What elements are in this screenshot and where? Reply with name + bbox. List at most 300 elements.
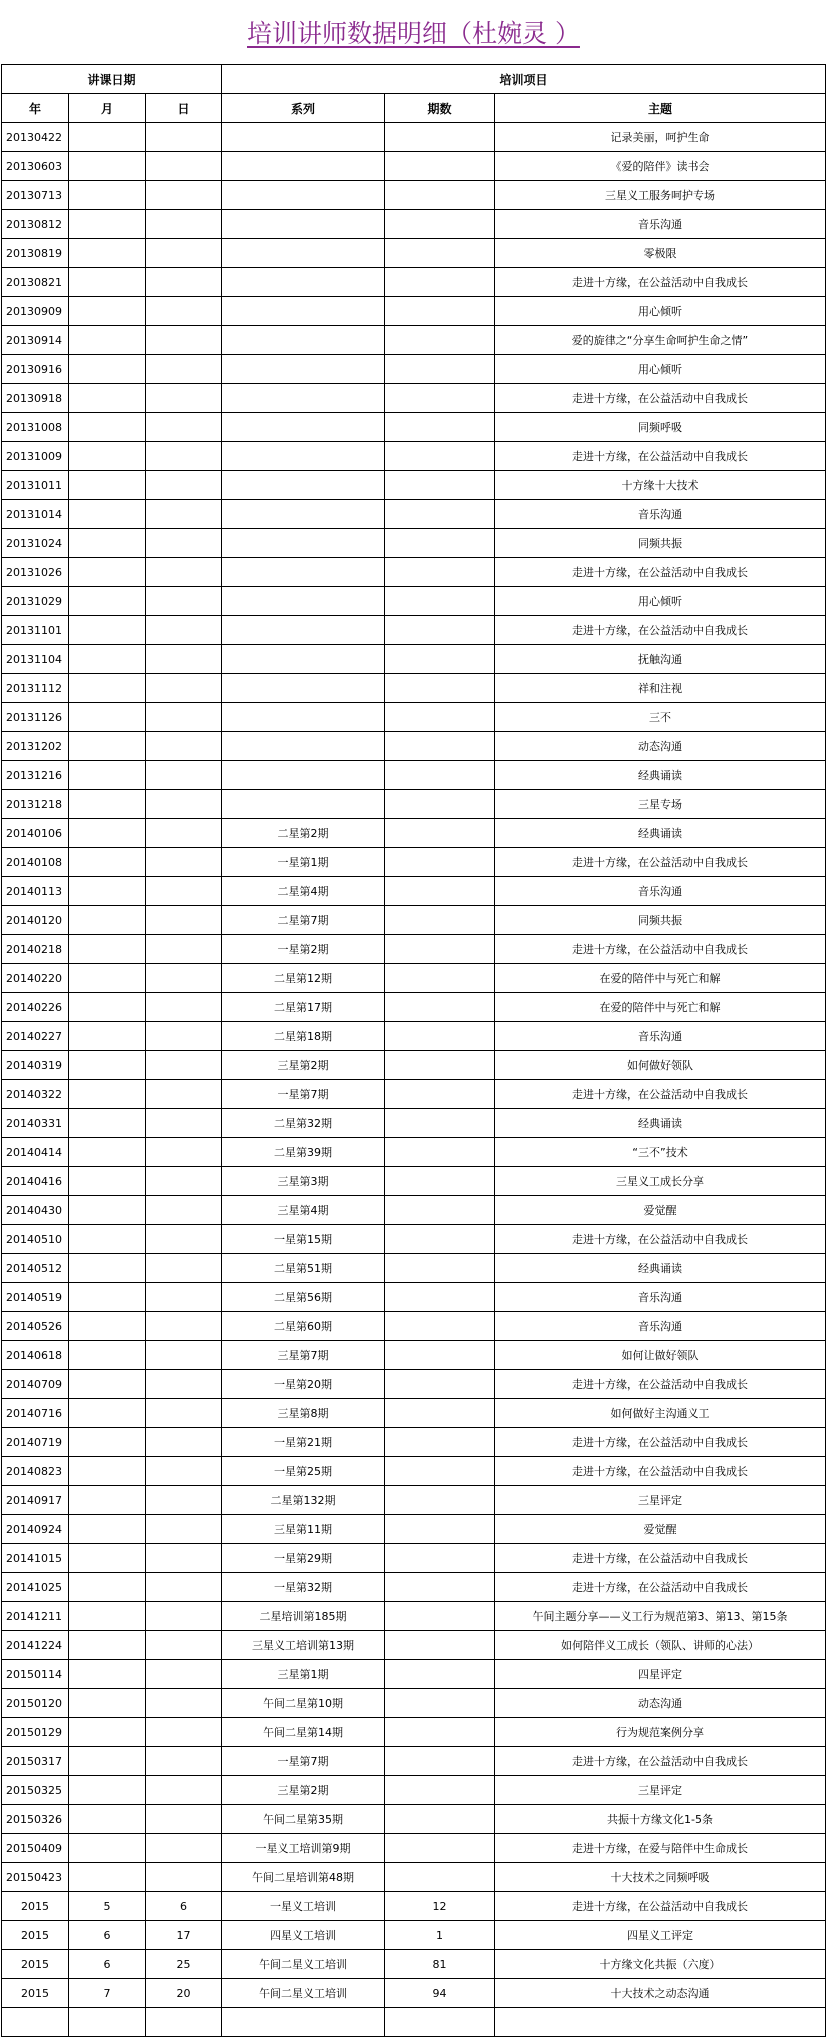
cell-month (69, 529, 146, 558)
cell-series (222, 587, 385, 616)
cell-session (385, 1602, 495, 1631)
cell-session (385, 1370, 495, 1399)
cell-year: 2015 (2, 1921, 69, 1950)
cell-series (222, 326, 385, 355)
cell-series: 三星第2期 (222, 1776, 385, 1805)
cell-year: 20150120 (2, 1689, 69, 1718)
cell-series: 二星第32期 (222, 1109, 385, 1138)
cell-day (146, 355, 222, 384)
cell-series: 午间二星第14期 (222, 1718, 385, 1747)
cell-topic: 音乐沟通 (495, 1283, 826, 1312)
cell-year: 20140512 (2, 1254, 69, 1283)
cell-year: 20150326 (2, 1805, 69, 1834)
table-row (2, 1863, 826, 1892)
table-row (2, 1486, 826, 1515)
cell-day: 25 (146, 1950, 222, 1979)
table-row (2, 558, 826, 587)
cell-year: 20130914 (2, 326, 69, 355)
cell-session (385, 993, 495, 1022)
cell-series: 一星第32期 (222, 1573, 385, 1602)
cell-year: 20140319 (2, 1051, 69, 1080)
cell-session (385, 1080, 495, 1109)
cell-session (385, 761, 495, 790)
cell-day (146, 471, 222, 500)
cell-day (146, 674, 222, 703)
cell-month (69, 152, 146, 181)
cell-day (146, 1428, 222, 1457)
cell-series (222, 471, 385, 500)
cell-session (385, 1631, 495, 1660)
cell-session (385, 500, 495, 529)
cell-day (146, 268, 222, 297)
cell-year: 20150409 (2, 1834, 69, 1863)
cell-series (222, 558, 385, 587)
cell-session (385, 1428, 495, 1457)
table-row (2, 1776, 826, 1805)
table-row (2, 616, 826, 645)
cell-day (146, 1863, 222, 1892)
cell-series: 一星第25期 (222, 1457, 385, 1486)
cell-topic: 经典诵读 (495, 1109, 826, 1138)
cell-year: 20130916 (2, 355, 69, 384)
table-row (2, 529, 826, 558)
cell-topic: 走进十方缘，在公益活动中自我成长 (495, 384, 826, 413)
cell-session (385, 645, 495, 674)
cell-day (146, 1196, 222, 1225)
cell-session: 1 (385, 1921, 495, 1950)
table-row (2, 1544, 826, 1573)
table-row (2, 326, 826, 355)
cell-topic: 动态沟通 (495, 1689, 826, 1718)
cell-year: 20140414 (2, 1138, 69, 1167)
cell-month (69, 1370, 146, 1399)
cell-year: 20131024 (2, 529, 69, 558)
table-row (2, 1283, 826, 1312)
cell-year: 20150317 (2, 1747, 69, 1776)
col-series: 系列 (222, 94, 385, 123)
cell-day (146, 558, 222, 587)
cell-day (146, 732, 222, 761)
cell-topic: 四星评定 (495, 1660, 826, 1689)
table-row (2, 645, 826, 674)
cell-year: 20140113 (2, 877, 69, 906)
cell-month (69, 123, 146, 152)
cell-series: 一星第15期 (222, 1225, 385, 1254)
table-row (2, 1109, 826, 1138)
cell-session (385, 297, 495, 326)
cell-series: 一星第7期 (222, 1747, 385, 1776)
cell-year: 20131112 (2, 674, 69, 703)
cell-topic: 经典诵读 (495, 819, 826, 848)
cell-month (69, 471, 146, 500)
cell-series (222, 732, 385, 761)
cell-year: 20130603 (2, 152, 69, 181)
cell-year: 20131014 (2, 500, 69, 529)
cell-topic: 爱觉醒 (495, 1515, 826, 1544)
cell-topic: 音乐沟通 (495, 877, 826, 906)
cell-topic: 四星义工评定 (495, 1921, 826, 1950)
cell-month (69, 1254, 146, 1283)
table-row (2, 906, 826, 935)
cell-year: 20140416 (2, 1167, 69, 1196)
cell-session (385, 1457, 495, 1486)
cell-day (146, 1109, 222, 1138)
cell-day (146, 1602, 222, 1631)
cell-day (146, 442, 222, 471)
cell-year: 20140519 (2, 1283, 69, 1312)
cell-day (146, 587, 222, 616)
cell-series: 一星第7期 (222, 1080, 385, 1109)
cell-series (222, 210, 385, 239)
cell-day (146, 964, 222, 993)
cell-day (146, 1718, 222, 1747)
cell-series: 午间二星义工培训 (222, 1979, 385, 2008)
cell-day (146, 1080, 222, 1109)
cell-day (146, 1457, 222, 1486)
cell-month (69, 1776, 146, 1805)
cell-topic: “三不”技术 (495, 1138, 826, 1167)
table-row (2, 1370, 826, 1399)
cell-series: 一星第29期 (222, 1544, 385, 1573)
table-row (2, 935, 826, 964)
cell-series (222, 674, 385, 703)
cell-session (385, 1283, 495, 1312)
cell-year: 20140220 (2, 964, 69, 993)
cell-day (146, 239, 222, 268)
table-row (2, 1022, 826, 1051)
cell-topic: 走进十方缘，在公益活动中自我成长 (495, 1573, 826, 1602)
cell-day (146, 1776, 222, 1805)
cell-topic: 走进十方缘，在公益活动中自我成长 (495, 442, 826, 471)
cell-series: 二星第4期 (222, 877, 385, 906)
cell-session (385, 877, 495, 906)
cell-month (69, 1486, 146, 1515)
cell-month: 7 (69, 1979, 146, 2008)
cell-topic: 动态沟通 (495, 732, 826, 761)
table-row (2, 1254, 826, 1283)
cell-year: 20131101 (2, 616, 69, 645)
cell-day (146, 181, 222, 210)
cell-month (69, 819, 146, 848)
table-row (2, 1689, 826, 1718)
cell-session (385, 1196, 495, 1225)
cell-session (385, 355, 495, 384)
cell-year: 20131011 (2, 471, 69, 500)
cell-year: 20140108 (2, 848, 69, 877)
cell-topic: 用心倾听 (495, 355, 826, 384)
cell-series (222, 239, 385, 268)
cell-session (385, 703, 495, 732)
cell-session (385, 587, 495, 616)
cell-day (146, 1341, 222, 1370)
cell-series: 四星义工培训 (222, 1921, 385, 1950)
cell-topic: 用心倾听 (495, 587, 826, 616)
cell-month (69, 1747, 146, 1776)
table-row (2, 355, 826, 384)
cell-series: 三星第1期 (222, 1660, 385, 1689)
cell-series (222, 442, 385, 471)
cell-series (222, 355, 385, 384)
cell-series: 三星第8期 (222, 1399, 385, 1428)
cell-year: 20131202 (2, 732, 69, 761)
cell-month (69, 645, 146, 674)
cell-day (146, 210, 222, 239)
cell-day (146, 1283, 222, 1312)
cell-day (146, 152, 222, 181)
cell-year: 20140716 (2, 1399, 69, 1428)
cell-day (146, 1689, 222, 1718)
cell-topic: 三星义工服务呵护专场 (495, 181, 826, 210)
cell-year: 2015 (2, 1979, 69, 2008)
cell-day (146, 1167, 222, 1196)
table-row (2, 993, 826, 1022)
cell-month (69, 1457, 146, 1486)
cell-series: 二星第2期 (222, 819, 385, 848)
cell-series: 一星第2期 (222, 935, 385, 964)
cell-topic: 音乐沟通 (495, 500, 826, 529)
cell-day: 17 (146, 1921, 222, 1950)
cell-year: 20141015 (2, 1544, 69, 1573)
cell-session (385, 964, 495, 993)
cell-year: 20131104 (2, 645, 69, 674)
cell-series: 一星第21期 (222, 1428, 385, 1457)
cell-session (385, 152, 495, 181)
cell-month (69, 1341, 146, 1370)
cell-topic: 《爱的陪伴》读书会 (495, 152, 826, 181)
cell-series: 午间二星义工培训 (222, 1950, 385, 1979)
cell-session (385, 674, 495, 703)
cell-day (146, 1544, 222, 1573)
cell-topic: 祥和注视 (495, 674, 826, 703)
cell-session (385, 239, 495, 268)
cell-topic: 记录美丽，呵护生命 (495, 123, 826, 152)
cell-series: 一星义工培训第9期 (222, 1834, 385, 1863)
cell-topic: 音乐沟通 (495, 1312, 826, 1341)
cell-session (385, 1399, 495, 1428)
cell-month (69, 558, 146, 587)
table-row (2, 848, 826, 877)
cell-series: 二星第17期 (222, 993, 385, 1022)
cell-year: 20140526 (2, 1312, 69, 1341)
table-row (2, 1892, 826, 1921)
table-row (2, 819, 826, 848)
cell-year: 20140430 (2, 1196, 69, 1225)
cell-month (69, 935, 146, 964)
table-row (2, 1602, 826, 1631)
col-year: 年 (2, 94, 69, 123)
cell-month (69, 384, 146, 413)
cell-day (146, 1834, 222, 1863)
cell-series (222, 152, 385, 181)
cell-topic: 行为规范案例分享 (495, 1718, 826, 1747)
cell-year: 20140618 (2, 1341, 69, 1370)
cell-month (69, 587, 146, 616)
cell-series: 一星义工培训 (222, 1892, 385, 1921)
table-row (2, 1515, 826, 1544)
table-row (2, 1167, 826, 1196)
cell-topic: 在爱的陪伴中与死亡和解 (495, 993, 826, 1022)
cell-topic: 爱的旋律之“分享生命呵护生命之情” (495, 326, 826, 355)
cell-day (146, 1486, 222, 1515)
cell-session (385, 1341, 495, 1370)
cell-day (146, 819, 222, 848)
cell-series: 二星第51期 (222, 1254, 385, 1283)
cell-month (69, 1834, 146, 1863)
table-row (2, 1921, 826, 1950)
cell-day (146, 1515, 222, 1544)
cell-year: 20130909 (2, 297, 69, 326)
cell-session (385, 1167, 495, 1196)
cell-topic: 三不 (495, 703, 826, 732)
cell-series: 二星第132期 (222, 1486, 385, 1515)
cell-month (69, 1225, 146, 1254)
cell-day (146, 1051, 222, 1080)
cell-year: 20131126 (2, 703, 69, 732)
cell-day (146, 413, 222, 442)
cell-series (222, 645, 385, 674)
cell-day (146, 500, 222, 529)
cell-session (385, 326, 495, 355)
cell-month (69, 1544, 146, 1573)
col-session: 期数 (385, 94, 495, 123)
cell-session (385, 471, 495, 500)
cell-month (69, 1109, 146, 1138)
table-row (2, 1051, 826, 1080)
cell-topic: 走进十方缘，在公益活动中自我成长 (495, 935, 826, 964)
cell-topic: 爱觉醒 (495, 1196, 826, 1225)
cell-series (222, 790, 385, 819)
table-row (2, 1950, 826, 1979)
cell-month (69, 181, 146, 210)
cell-session (385, 1515, 495, 1544)
cell-session (385, 935, 495, 964)
cell-day (146, 790, 222, 819)
cell-day (146, 1747, 222, 1776)
cell-series (222, 500, 385, 529)
cell-session (385, 123, 495, 152)
cell-day (146, 326, 222, 355)
cell-day (146, 529, 222, 558)
cell-month (69, 500, 146, 529)
table-row (2, 123, 826, 152)
table-row (2, 239, 826, 268)
cell-year: 20150325 (2, 1776, 69, 1805)
cell-day (146, 616, 222, 645)
table-row (2, 1660, 826, 1689)
table-row (2, 297, 826, 326)
cell-year: 20130812 (2, 210, 69, 239)
cell-series: 一星第1期 (222, 848, 385, 877)
table-row (2, 674, 826, 703)
cell-session (385, 848, 495, 877)
table-row (2, 1718, 826, 1747)
cell-session (385, 1573, 495, 1602)
cell-year: 20140917 (2, 1486, 69, 1515)
cell-month: 6 (69, 1950, 146, 1979)
cell-month (69, 210, 146, 239)
cell-series: 二星第18期 (222, 1022, 385, 1051)
cell-year: 20130422 (2, 123, 69, 152)
cell-year: 20140924 (2, 1515, 69, 1544)
cell-year: 20140719 (2, 1428, 69, 1457)
cell-series: 二星第39期 (222, 1138, 385, 1167)
cell-month (69, 326, 146, 355)
cell-month (69, 993, 146, 1022)
header-group-row (2, 65, 826, 94)
cell-month (69, 674, 146, 703)
cell-session (385, 558, 495, 587)
cell-topic: 抚触沟通 (495, 645, 826, 674)
cell-topic: 如何陪伴义工成长（领队、讲师的心法） (495, 1631, 826, 1660)
cell-topic: 同频呼吸 (495, 413, 826, 442)
cell-day (146, 1805, 222, 1834)
table-row (2, 1805, 826, 1834)
cell-day (146, 1631, 222, 1660)
cell-year: 20150114 (2, 1660, 69, 1689)
cell-session (385, 1718, 495, 1747)
cell-series (222, 2008, 385, 2037)
cell-series (222, 181, 385, 210)
cell-month (69, 1573, 146, 1602)
cell-session (385, 413, 495, 442)
cell-year: 20130918 (2, 384, 69, 413)
cell-day (146, 1370, 222, 1399)
cell-month (69, 239, 146, 268)
cell-year: 20141025 (2, 1573, 69, 1602)
cell-month (69, 1602, 146, 1631)
cell-year: 20140218 (2, 935, 69, 964)
cell-year: 20140322 (2, 1080, 69, 1109)
cell-topic: 走进十方缘，在公益活动中自我成长 (495, 616, 826, 645)
cell-series (222, 761, 385, 790)
cell-year: 20141224 (2, 1631, 69, 1660)
cell-year: 20131029 (2, 587, 69, 616)
cell-session (385, 1776, 495, 1805)
cell-month (69, 1718, 146, 1747)
trainer-data-table (1, 64, 826, 2037)
table-row (2, 1631, 826, 1660)
cell-year: 20140510 (2, 1225, 69, 1254)
cell-session (385, 906, 495, 935)
cell-month (69, 413, 146, 442)
cell-session (385, 529, 495, 558)
cell-topic: 零极限 (495, 239, 826, 268)
cell-session (385, 1834, 495, 1863)
cell-year: 20131216 (2, 761, 69, 790)
cell-topic: 音乐沟通 (495, 1022, 826, 1051)
cell-series: 三星第4期 (222, 1196, 385, 1225)
cell-series: 三星第11期 (222, 1515, 385, 1544)
cell-month (69, 1399, 146, 1428)
cell-session (385, 1254, 495, 1283)
cell-day (146, 297, 222, 326)
cell-month (69, 2008, 146, 2037)
cell-topic: 音乐沟通 (495, 210, 826, 239)
cell-session (385, 181, 495, 210)
cell-topic: 十大技术之同频呼吸 (495, 1863, 826, 1892)
cell-topic: 共振十方缘文化1-5条 (495, 1805, 826, 1834)
cell-topic: 走进十方缘，在公益活动中自我成长 (495, 1080, 826, 1109)
cell-session (385, 1660, 495, 1689)
cell-topic: 三星专场 (495, 790, 826, 819)
cell-session (385, 616, 495, 645)
table-row (2, 1979, 826, 2008)
page-title-wrap (0, 0, 827, 64)
cell-series: 二星第12期 (222, 964, 385, 993)
cell-session (385, 1022, 495, 1051)
cell-topic: 用心倾听 (495, 297, 826, 326)
cell-day (146, 993, 222, 1022)
